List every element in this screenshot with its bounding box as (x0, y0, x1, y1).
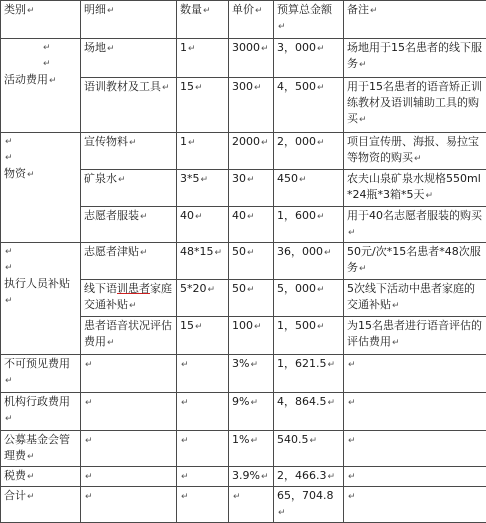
qty-cell: 1↵ (177, 133, 229, 170)
qty-cell: 5*20↵ (177, 280, 229, 317)
detail-cell: ↵ (81, 355, 177, 393)
qty-cell: 40↵ (177, 207, 229, 243)
note-cell: 用于40名志愿者服装的购买↵ (344, 207, 486, 243)
price-cell: 9%↵ (229, 393, 274, 431)
detail-cell: 线下语训患者家庭交通补贴↵ (81, 280, 177, 317)
category-cell: ↵ ↵ 物资↵ (1, 133, 81, 243)
header-cell: 明细↵ (81, 1, 177, 39)
total-cell: 540.5↵ (274, 431, 344, 467)
header-cell: 预算总金额↵ (274, 1, 344, 39)
detail-cell: 矿泉水↵ (81, 170, 177, 207)
note-cell: 项目宣传册、海报、易拉宝等物资的购买↵ (344, 133, 486, 170)
category-cell: 公募基金会管理费↵ (1, 431, 81, 467)
price-cell: 1%↵ (229, 431, 274, 467)
detail-cell: ↵ (81, 467, 177, 487)
total-cell: 1，600↵ (274, 207, 344, 243)
total-row (1, 487, 486, 523)
category-cell: 税费↵ (1, 467, 81, 487)
qty-cell: ↵ (177, 431, 229, 467)
total-cell: 3，000↵ (274, 39, 344, 78)
qty-cell: ↵ (177, 393, 229, 431)
qty-cell: ↵ (177, 487, 229, 523)
price-cell: 2000↵ (229, 133, 274, 170)
price-cell: ↵ (229, 487, 274, 523)
total-cell: 2，000↵ (274, 133, 344, 170)
price-cell: 3000↵ (229, 39, 274, 78)
qty-cell: ↵ (177, 355, 229, 393)
total-cell: 450↵ (274, 170, 344, 207)
price-cell: 30↵ (229, 170, 274, 207)
total-cell: 1，500↵ (274, 317, 344, 355)
total-cell: 4，500↵ (274, 78, 344, 133)
qty-cell: ↵ (177, 467, 229, 487)
detail-cell: ↵ (81, 431, 177, 467)
qty-cell: 15↵ (177, 78, 229, 133)
total-cell: 36，000↵ (274, 243, 344, 280)
header-cell: 备注↵ (344, 1, 486, 39)
category-cell: ↵ ↵ 执行人员补贴↵ (1, 243, 81, 355)
table-row (1, 431, 486, 467)
note-cell: 5次线下活动中患者家庭的交通补贴↵ (344, 280, 486, 317)
detail-cell: 语训教材及工具↵ (81, 78, 177, 133)
note-cell: 为15名患者进行语音评估的评估费用↵ (344, 317, 486, 355)
qty-cell: 48*15↵ (177, 243, 229, 280)
detail-cell: ↵ (81, 487, 177, 523)
table-row (1, 355, 486, 393)
detail-cell: 患者语音状况评估费用↵ (81, 317, 177, 355)
total-cell: 1，621.5↵ (274, 355, 344, 393)
grand-total-cell: 65，704.8↵ (274, 487, 344, 523)
price-cell: 50↵ (229, 280, 274, 317)
note-cell: ↵ (344, 355, 486, 393)
table-row (1, 133, 486, 170)
category-cell: 不可预见费用↵ (1, 355, 81, 393)
note-cell: 场地用于15名患者的线下服务↵ (344, 39, 486, 78)
header-row (1, 1, 486, 39)
price-cell: 50↵ (229, 243, 274, 280)
detail-cell: 场地↵ (81, 39, 177, 78)
category-cell: 机构行政费用↵ (1, 393, 81, 431)
category-cell: ↵ ↵ 活动费用↵ (1, 39, 81, 133)
header-cell: 单价↵ (229, 1, 274, 39)
table-row (1, 39, 486, 78)
price-cell: 3%↵ (229, 355, 274, 393)
total-cell: 5，000↵ (274, 280, 344, 317)
detail-cell: ↵ (81, 393, 177, 431)
qty-cell: 3*5↵ (177, 170, 229, 207)
table-row (1, 243, 486, 280)
price-cell: 300↵ (229, 78, 274, 133)
note-cell: 用于15名患者的语音矫正训练教材及语训辅助工具的购买↵ (344, 78, 486, 133)
qty-cell: 15↵ (177, 317, 229, 355)
detail-cell: 志愿者服装↵ (81, 207, 177, 243)
header-cell: 类别↵ (1, 1, 81, 39)
total-cell: 2，466.3↵ (274, 467, 344, 487)
detail-cell: 宣传物料↵ (81, 133, 177, 170)
header-cell: 数量↵ (177, 1, 229, 39)
price-cell: 100↵ (229, 317, 274, 355)
note-cell: 农夫山泉矿泉水规格550ml*24瓶*3箱*5天↵ (344, 170, 486, 207)
detail-cell: 志愿者津贴↵ (81, 243, 177, 280)
qty-cell: 1↵ (177, 39, 229, 78)
note-cell: ↵ (344, 393, 486, 431)
table-row (1, 467, 486, 487)
note-cell: ↵ (344, 487, 486, 523)
category-cell: 合计↵ (1, 487, 81, 523)
price-cell: 40↵ (229, 207, 274, 243)
note-cell: ↵ (344, 431, 486, 467)
price-cell: 3.9%↵ (229, 467, 274, 487)
note-cell: 50元/次*15名患者*48次服务↵ (344, 243, 486, 280)
note-cell: ↵ (344, 467, 486, 487)
total-cell: 4，864.5↵ (274, 393, 344, 431)
table-row (1, 393, 486, 431)
